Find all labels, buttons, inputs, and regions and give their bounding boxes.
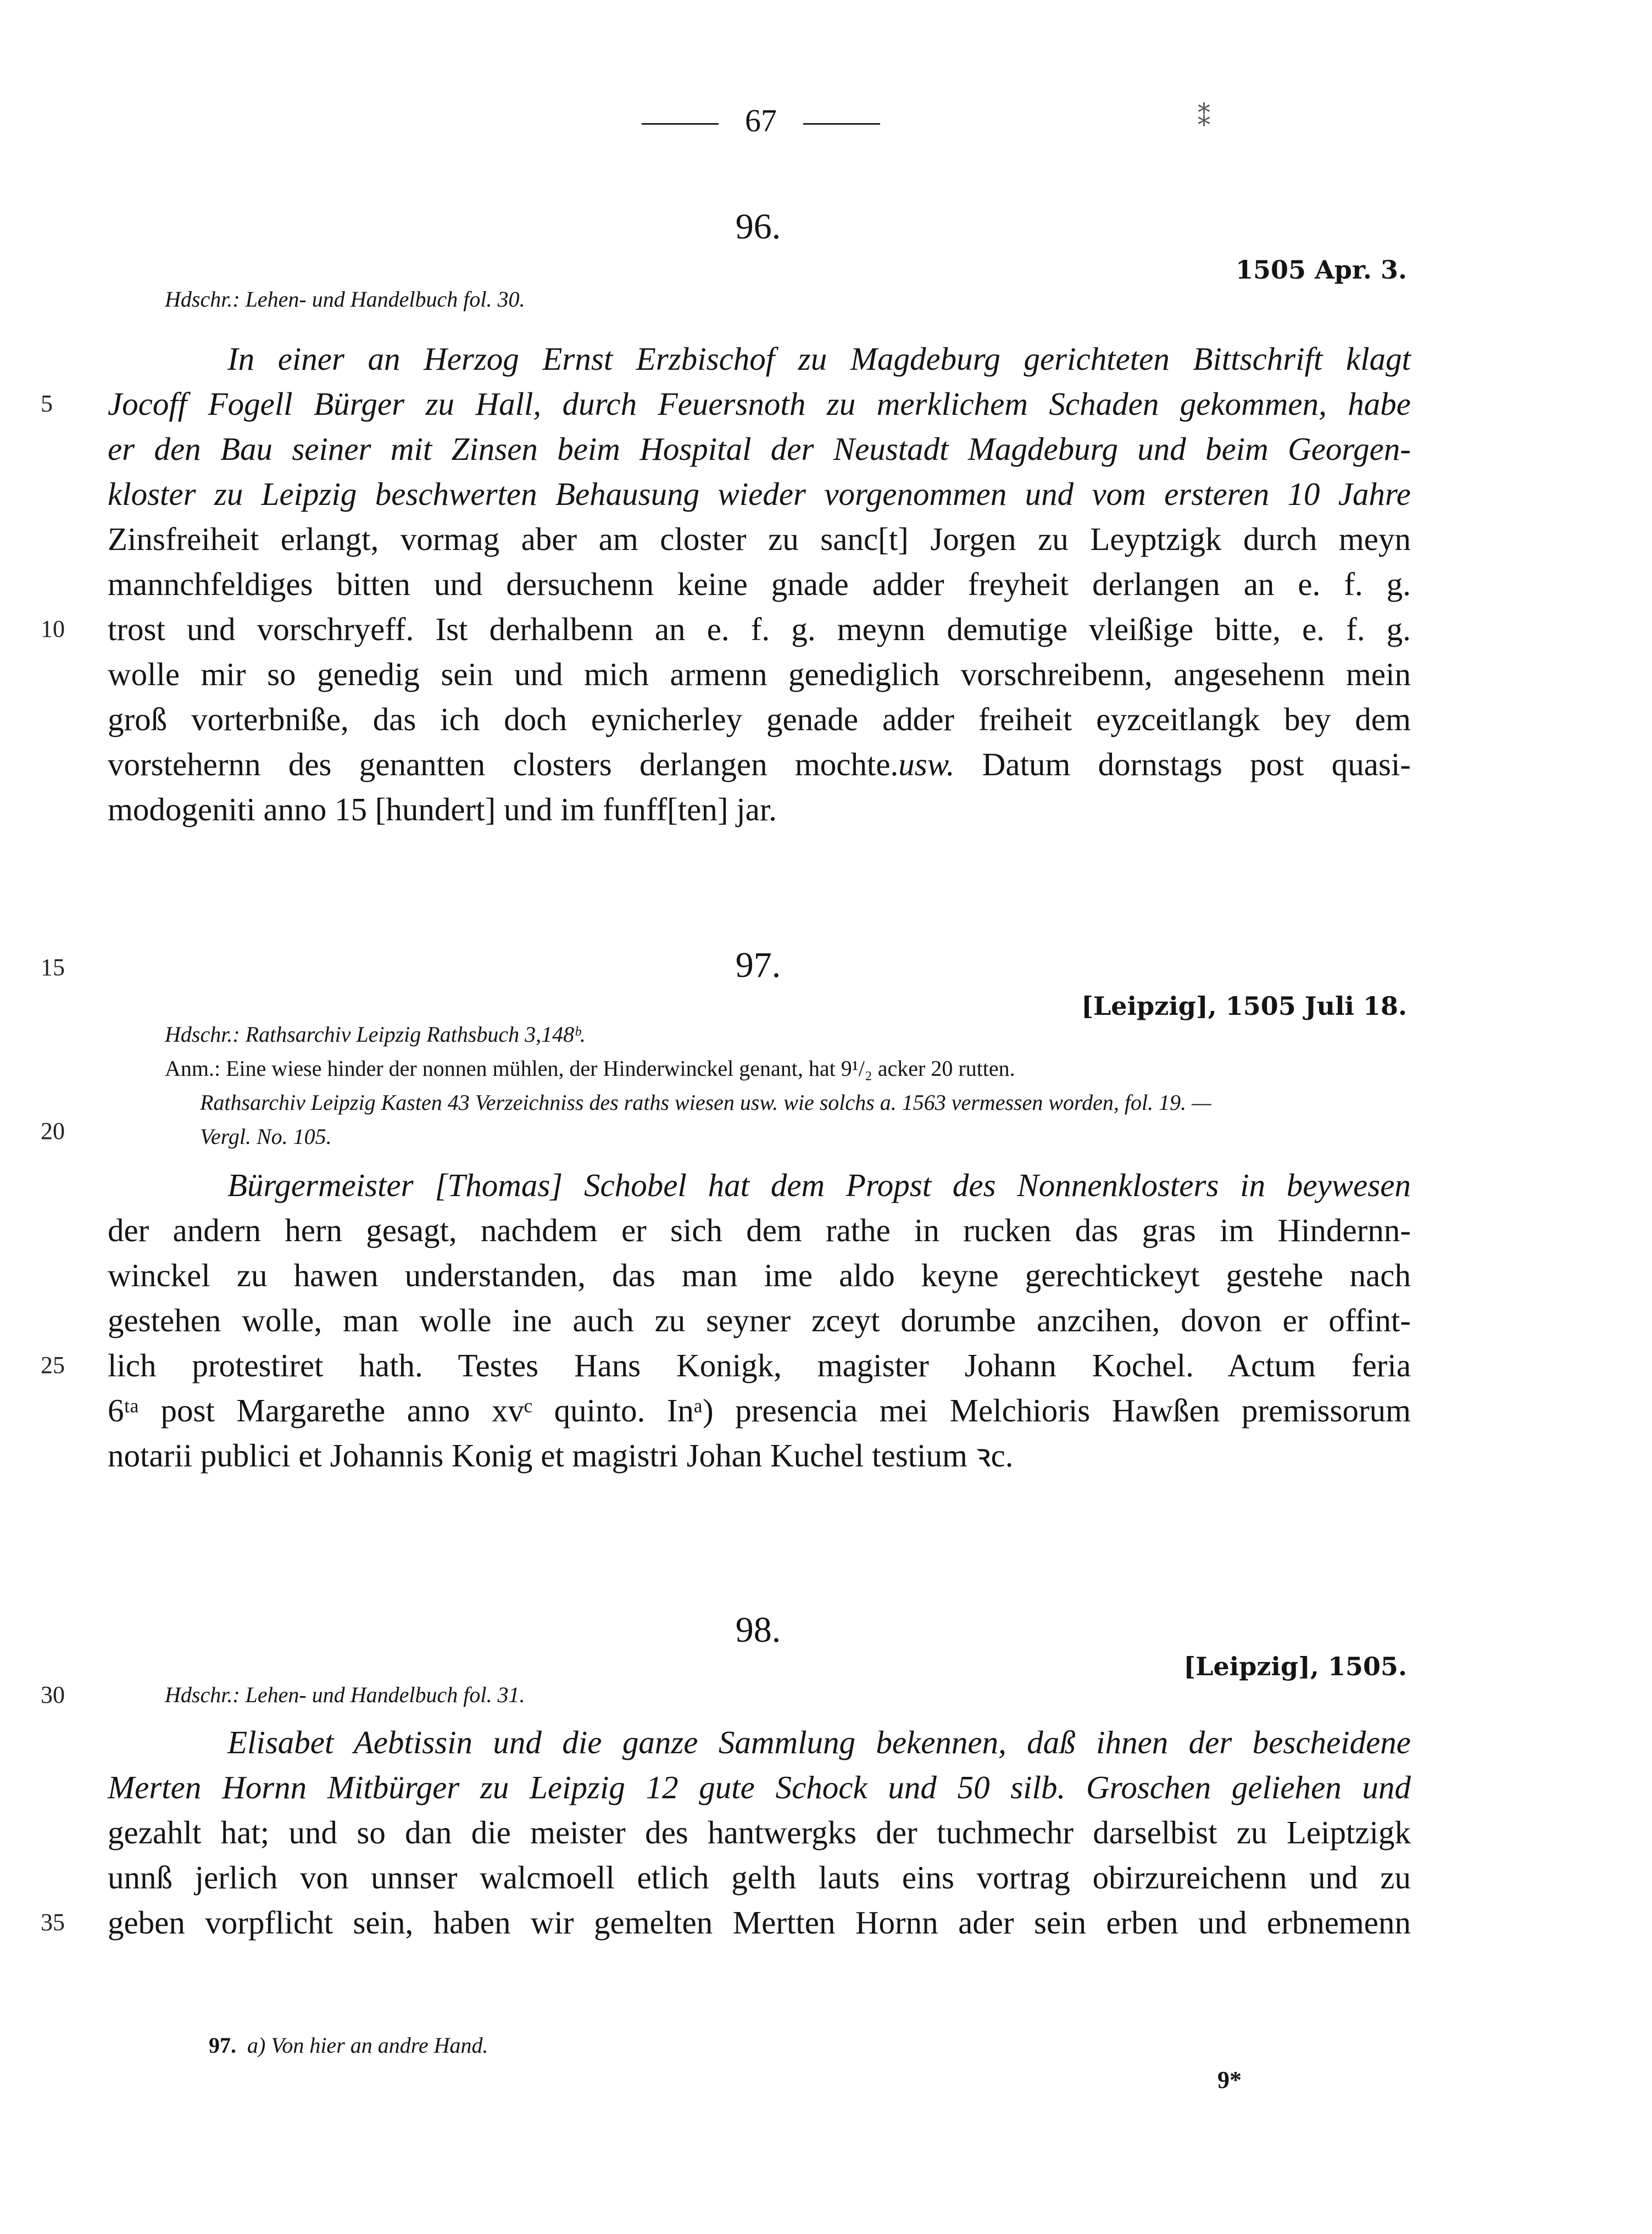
entry-97-notes: [165, 1018, 1423, 1154]
entry-98-line: unnß jerlich von unnser walcmoell etlich gelth lauts eins vortrag obirzureichenn und zu: [108, 1859, 1411, 1896]
entry-96-manuscript-note: Hdschr.: Lehen- und Handelbuch fol. 30.: [165, 287, 525, 312]
line-number-35: 35: [41, 1909, 65, 1936]
entry-97-line: notarii publici et Johannis Konig et magistri Johan Kuchel testium ꝛc.: [108, 1437, 1014, 1474]
entry-97-annotation-reference: Vergl. No. 105.: [200, 1124, 332, 1149]
entry-96-line-end: Datum dornstags post quasi-: [982, 746, 1411, 782]
footnote: [209, 2029, 488, 2063]
entry-96-line: modogeniti anno 15 [hundert] und im funff[ten] jar.: [108, 791, 777, 827]
entry-97-line: lich protestiret hath. Testes Hans Konigk, magister Johann Kochel. Actum feria: [108, 1347, 1411, 1383]
entry-97-line: 6ᵗᵃ post Margarethe anno xvᶜ quinto. Inᵃ) presencia mei Melchioris Hawßen premissorum: [108, 1392, 1411, 1429]
entry-98-line: Merten Hornn Mitbürger zu Leipzig 12 gute Schock und 50 silb. Groschen geliehen und: [108, 1769, 1411, 1805]
entry-96-line: mannchfeldiges bitten und dersuchenn keine gnade adder freyheit derlangen an e. f. g.: [108, 566, 1411, 602]
entry-96-line: Zinsfreiheit erlangt, vormag aber am closter zu sanc[t] Jorgen zu Leyptzigk durch meyn: [108, 521, 1411, 557]
entry-96-line: wolle mir so genedig sein und mich armenn genediglich vorschreibenn, angesehenn mein: [108, 656, 1411, 692]
page-number: [615, 99, 901, 143]
header-rule-left: [642, 123, 719, 125]
entry-98-date: [Leipzig], 1505.: [1183, 1652, 1407, 1681]
line-number-5: 5: [41, 390, 53, 417]
line-number-10: 10: [41, 615, 65, 642]
entry-98-manuscript-note: Hdschr.: Lehen- und Handelbuch fol. 31.: [165, 1682, 525, 1707]
header-rule-right: [803, 123, 880, 125]
entry-98-line: Elisabet Aebtissin und die ganze Sammlung bekennen, daß ihnen der bescheidene: [227, 1724, 1411, 1760]
entry-97-annotation: [165, 1052, 1423, 1086]
entry-96-line: trost und vorschryeff. Ist derhalbenn an e. f. g. meynn demutige vleißige bitte, e. f. g.: [108, 611, 1411, 647]
line-number-25: 25: [41, 1352, 65, 1379]
entry-97-line: gestehen wolle, man wolle ine auch zu seyner zceyt dorumbe anzcihen, dovon er offint-: [108, 1302, 1411, 1338]
entry-96-line: er den Bau seiner mit Zinsen beim Hospital der Neustadt Magdeburg und beim Georgen-: [108, 431, 1411, 467]
line-number-20: 20: [41, 1118, 65, 1144]
entry-97-annotation-text: Anm.: Eine wiese hinder der nonnen mühlen, der Hinderwinckel genant, hat 9¹/₂ acker 20 rutten.: [165, 1056, 1015, 1081]
line-number-15: 15: [41, 954, 65, 981]
entry-97-line: der andern hern gesagt, nachdem er sich dem rathe in rucken das gras im Hindernn-: [108, 1212, 1411, 1248]
entry-97-text: [108, 1163, 1411, 1478]
entry-98-text: [108, 1720, 1411, 1945]
entry-97-annotation-source: Rathsarchiv Leipzig Kasten 43 Verzeichniss des raths wiesen usw. wie solchs a. 1563 vermessen worden, fol. 19. —: [200, 1090, 1211, 1115]
page-number-value: 67: [745, 103, 777, 138]
entry-96-number: 96.: [735, 207, 781, 247]
entry-96-line-with-usw: [108, 742, 1411, 787]
line-number-30: 30: [41, 1681, 65, 1708]
entry-97-number: 97.: [735, 945, 781, 985]
entry-96-line: In einer an Herzog Ernst Erzbischof zu Magdeburg gerichteten Bittschrift klagt: [227, 341, 1411, 377]
corner-mark: ⁑: [1198, 103, 1210, 131]
entry-96-date: 1505 Apr. 3.: [1236, 255, 1407, 285]
entry-96-line: kloster zu Leipzig beschwerten Behausung wieder vorgenommen und vom ersteren 10 Jahre: [108, 476, 1411, 512]
entry-97-line: Bürgermeister [Thomas] Schobel hat dem Propst des Nonnenklosters in beywesen: [227, 1167, 1411, 1203]
entry-96-line: groß vorterbniße, das ich doch eynicherley genade adder freiheit eyzceitlangk bey dem: [108, 701, 1411, 737]
footnote-ref: 97.: [209, 2033, 236, 2058]
entry-98-line: gezahlt hat; und so dan die meister des hantwergks der tuchmechr darselbist zu Leiptzigk: [108, 1814, 1411, 1850]
entry-96-text: [108, 336, 1411, 832]
entry-98-number: 98.: [735, 1610, 781, 1650]
entry-97-line: winckel zu hawen understanden, das man ime aldo keyne gerechtickeyt gestehe nach: [108, 1257, 1411, 1293]
entry-98-line: geben vorpflicht sein, haben wir gemelten Mertten Hornn ader sein erben und erbnemenn: [108, 1904, 1411, 1941]
entry-96-line: Jocoff Fogell Bürger zu Hall, durch Feuersnoth zu merklichem Schaden gekommen, habe: [108, 386, 1411, 422]
entry-97-date: [Leipzig], 1505 Juli 18.: [1081, 991, 1407, 1021]
entry-97-manuscript-note: Hdschr.: Rathsarchiv Leipzig Rathsbuch 3,148ᵇ.: [165, 1022, 586, 1047]
usw-abbreviation: usw.: [898, 746, 955, 782]
sheet-signature: 9*: [1217, 2066, 1242, 2093]
footnote-text: a) Von hier an andre Hand.: [247, 2033, 488, 2058]
entry-96-line-start: vorstehernn des genantten closters derlangen mochte.: [108, 746, 899, 782]
